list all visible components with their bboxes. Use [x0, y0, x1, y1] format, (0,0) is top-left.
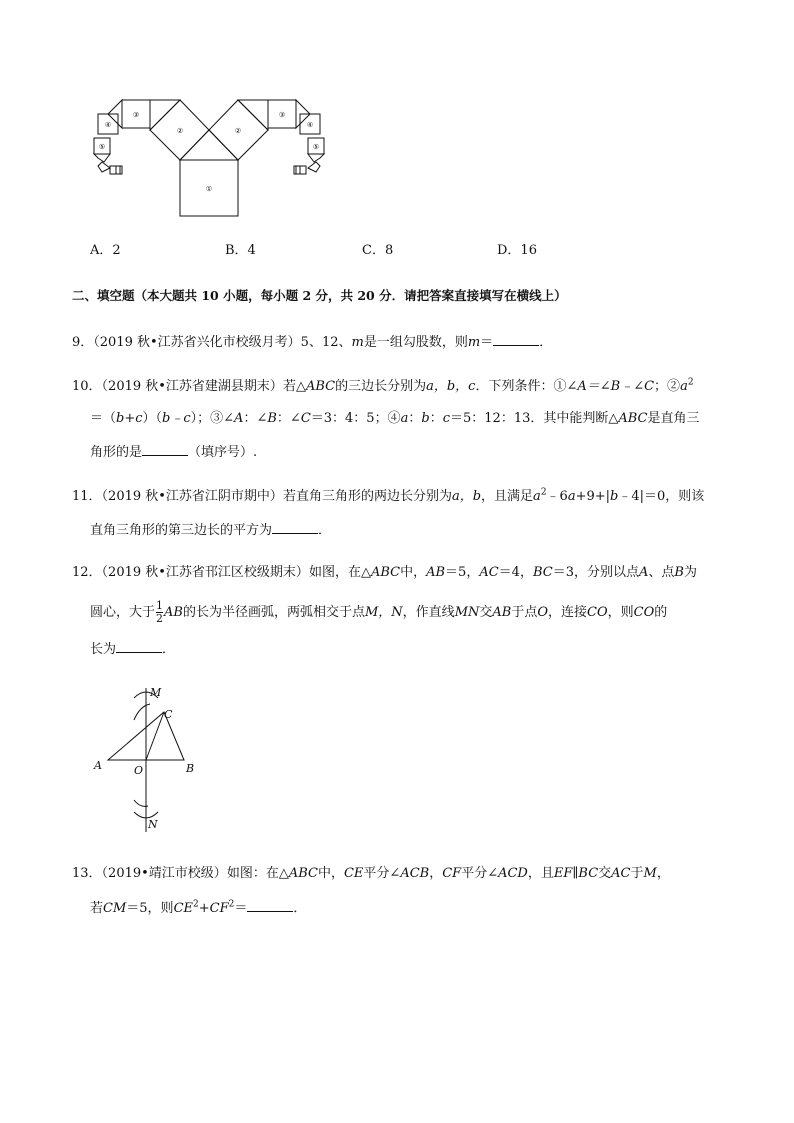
q12-var: MN [454, 605, 480, 620]
q12-source: （2019 秋•江苏省邗江区校级期末） [101, 565, 309, 580]
q10-number: 10． [72, 379, 102, 394]
q12-frac-num: 1 [156, 599, 164, 612]
q12-fraction [156, 600, 163, 625]
q12-var: BC [532, 565, 553, 580]
q12-text: 如图，在△ [308, 565, 371, 580]
q12-answer-blank[interactable] [116, 638, 162, 653]
q10-text: ）（ [142, 411, 163, 426]
q13-text: 于 [630, 866, 644, 881]
q9-text-b: 是一组勾股数，则 [363, 335, 468, 350]
q10-text: （填序号）. [188, 445, 258, 460]
q10-text: ：∠ [243, 411, 268, 426]
q13-text: ∥ [572, 866, 579, 881]
q13-text: ， [656, 866, 670, 881]
q11-text: 若直角三角形的两边长分别为 [282, 489, 452, 504]
q13-var: CF [209, 901, 229, 916]
q13-abc: ABC [288, 866, 318, 881]
q12-frac-den: 2 [156, 612, 164, 625]
q9-var-m: m [351, 335, 364, 350]
q10-expr: b﹣c [162, 411, 191, 426]
q10-answer-blank[interactable] [142, 441, 188, 456]
q9-text-a: 5、12、 [300, 335, 352, 350]
q13-text: 若 [90, 901, 104, 916]
q13-var: CF [442, 866, 462, 881]
q11-text: ﹣6 [546, 489, 568, 504]
q12-var: B [674, 565, 684, 580]
q10-var: B [267, 411, 277, 426]
q12-var: AB [164, 605, 183, 620]
q10-abc: ABC [305, 379, 336, 394]
q12-text: 圆心，大于 [90, 605, 156, 620]
q13-sup: 2 [228, 899, 235, 910]
q10-expr: b+c [116, 411, 143, 426]
question-11-line-1 [72, 487, 704, 507]
fig-label-a: A [94, 759, 102, 772]
fig-label-b: B [186, 762, 195, 775]
question-9 [72, 331, 552, 353]
q12-var: M，N [364, 605, 403, 620]
question-13-line-1 [72, 864, 670, 884]
q13-text: 平分∠ [461, 866, 499, 881]
q11-source: （2019 秋•江苏省江阴市期中） [101, 489, 283, 504]
fig-label-o: O [134, 764, 144, 777]
q10-text: 的三边长分别为 [335, 379, 427, 394]
q12-text: ＝5， [445, 565, 480, 580]
q13-var: CE [343, 866, 364, 881]
q10-text: ：∠ [276, 411, 301, 426]
q11-text: +9+| [575, 489, 611, 504]
label-3-left: ③ [132, 111, 140, 119]
q10-var: b [421, 411, 430, 426]
q13-sup: 2 [193, 899, 199, 910]
q12-text: 为 [683, 565, 697, 580]
option-c: C．8 [362, 243, 394, 258]
q10-text: ；② [654, 379, 681, 394]
q11-sides: a，b [451, 489, 482, 504]
q10-text: ： [408, 411, 422, 426]
q12-var: AB [426, 565, 446, 580]
q13-text: ，且 [527, 866, 554, 881]
question-10-line-1 [72, 377, 694, 397]
q10-var: a [400, 411, 409, 426]
label-2-right: ② [234, 127, 242, 135]
q9-answer-blank[interactable] [493, 331, 539, 346]
label-1: ① [205, 185, 213, 193]
q13-end: ． [293, 901, 307, 916]
q12-text: ，连接 [548, 605, 588, 620]
label-4-right: ④ [306, 121, 314, 129]
q13-number: 13． [72, 866, 102, 881]
fig-label-m: M [150, 686, 162, 699]
q12-text: 、点 [648, 565, 675, 580]
q13-answer-blank[interactable] [247, 897, 293, 912]
question-12-line-1 [72, 563, 697, 583]
q12-text: 中， [400, 565, 427, 580]
q11-var: a [533, 489, 541, 504]
label-3-right: ③ [278, 111, 286, 119]
q11-answer-blank[interactable] [272, 519, 318, 534]
question-11-line-2 [90, 519, 331, 541]
q10-cond-1: A＝∠B﹣∠C [577, 379, 655, 394]
q13-text: 平分∠ [363, 866, 401, 881]
q13-var: AC [611, 866, 631, 881]
fig-label-c: C [164, 708, 173, 721]
q12-end: ． [162, 642, 176, 657]
q11-var: a [567, 489, 576, 504]
q13-var: CM [103, 901, 127, 916]
q9-end: ． [539, 335, 553, 350]
q10-text: ： [429, 411, 443, 426]
label-2-left: ② [176, 127, 184, 135]
q10-sup: 2 [687, 377, 694, 388]
q11-text: ，且满足 [481, 489, 534, 504]
q12-var: O [537, 605, 549, 620]
section-2-heading: 二、填空题（本大题共 10 小题，每小题 2 分，共 20 分．请把答案直接填写在横线上） [72, 288, 567, 303]
q12-text: ＝3，分别以点 [552, 565, 639, 580]
q9-source: （2019 秋•江苏省兴化市校级月考） [93, 335, 301, 350]
option-d: D．16 [497, 243, 537, 258]
q13-var: BC [578, 866, 599, 881]
q10-text: ＝（ [90, 411, 117, 426]
q11-text: ﹣4|＝0，则该 [618, 489, 705, 504]
fig-label-n: N [148, 818, 158, 831]
question-10-line-2 [90, 409, 700, 429]
q13-text: ＝5，则 [126, 901, 174, 916]
q10-text: 若△ [282, 379, 306, 394]
q12-text: 的 [654, 605, 668, 620]
q10-var: A [234, 411, 244, 426]
q12-var: AB [492, 605, 512, 620]
q13-text: ， [429, 866, 443, 881]
q11-end: ． [318, 523, 332, 538]
q12-text: ，则 [607, 605, 634, 620]
q12-text: 的长为半径画弧，两弧相交于点 [182, 605, 365, 620]
option-a: A．2 [90, 243, 121, 258]
q9-text-c: ＝ [480, 335, 494, 350]
q13-text: 交 [598, 866, 612, 881]
q12-text: 于点 [511, 605, 538, 620]
q11-sup: 2 [540, 487, 547, 498]
q12-var: A [638, 565, 649, 580]
q13-var: ACB [400, 866, 430, 881]
q10-text: ）；③∠ [190, 411, 235, 426]
q13-text: 中， [317, 866, 344, 881]
q10-text: 是直角三 [647, 411, 700, 426]
q10-var: c [442, 411, 450, 426]
q13-text: ＝ [234, 901, 248, 916]
q9-var-m-2: m [467, 335, 481, 350]
question-13-line-2 [90, 897, 306, 919]
q13-var: EF [553, 866, 573, 881]
q13-text: + [198, 901, 210, 916]
label-4-left: ④ [104, 121, 112, 129]
question-12-line-3 [90, 638, 175, 660]
q12-text: 长为 [90, 642, 117, 657]
q12-text: 交 [479, 605, 493, 620]
pythagoras-tree-figure [90, 96, 340, 220]
q10-text: ＝5：12：13．其中能判断△ [450, 411, 619, 426]
option-b: B．4 [225, 243, 256, 258]
q13-text: 如图：在△ [226, 866, 289, 881]
q13-var: M [643, 866, 657, 881]
q12-abc: ABC [370, 565, 401, 580]
q12-number: 12． [72, 565, 102, 580]
q10-var: C [300, 411, 311, 426]
q10-source: （2019 秋•江苏省建湖县期末） [101, 379, 283, 394]
q12-triangle-figure [88, 684, 208, 836]
q12-var: CO [587, 605, 608, 620]
q12-text: ，作直线 [402, 605, 455, 620]
question-10-line-3 [90, 441, 257, 463]
question-12-line-2 [90, 600, 667, 625]
q12-var: AC [479, 565, 499, 580]
q13-source: （2019•靖江市校级） [101, 866, 227, 881]
q13-var: ACD [498, 866, 528, 881]
q9-number: 9． [72, 335, 94, 350]
q10-text: 角形的是 [90, 445, 143, 460]
q12-text: ＝4， [498, 565, 533, 580]
q10-text: ．下列条件：①∠ [475, 379, 578, 394]
q11-number: 11． [72, 489, 102, 504]
q10-var-a: a [680, 379, 688, 394]
q11-var: b [610, 489, 619, 504]
q10-text: ＝3：4：5；④ [310, 411, 401, 426]
q13-var: CE [173, 901, 193, 916]
label-5-left: ⑤ [98, 143, 106, 151]
q12-var: CO [633, 605, 655, 620]
q10-abc: ABC [618, 411, 648, 426]
q11-text: 直角三角形的第三边长的平方为 [90, 523, 273, 538]
label-5-right: ⑤ [312, 143, 320, 151]
q10-sides: a，b，c [426, 379, 476, 394]
